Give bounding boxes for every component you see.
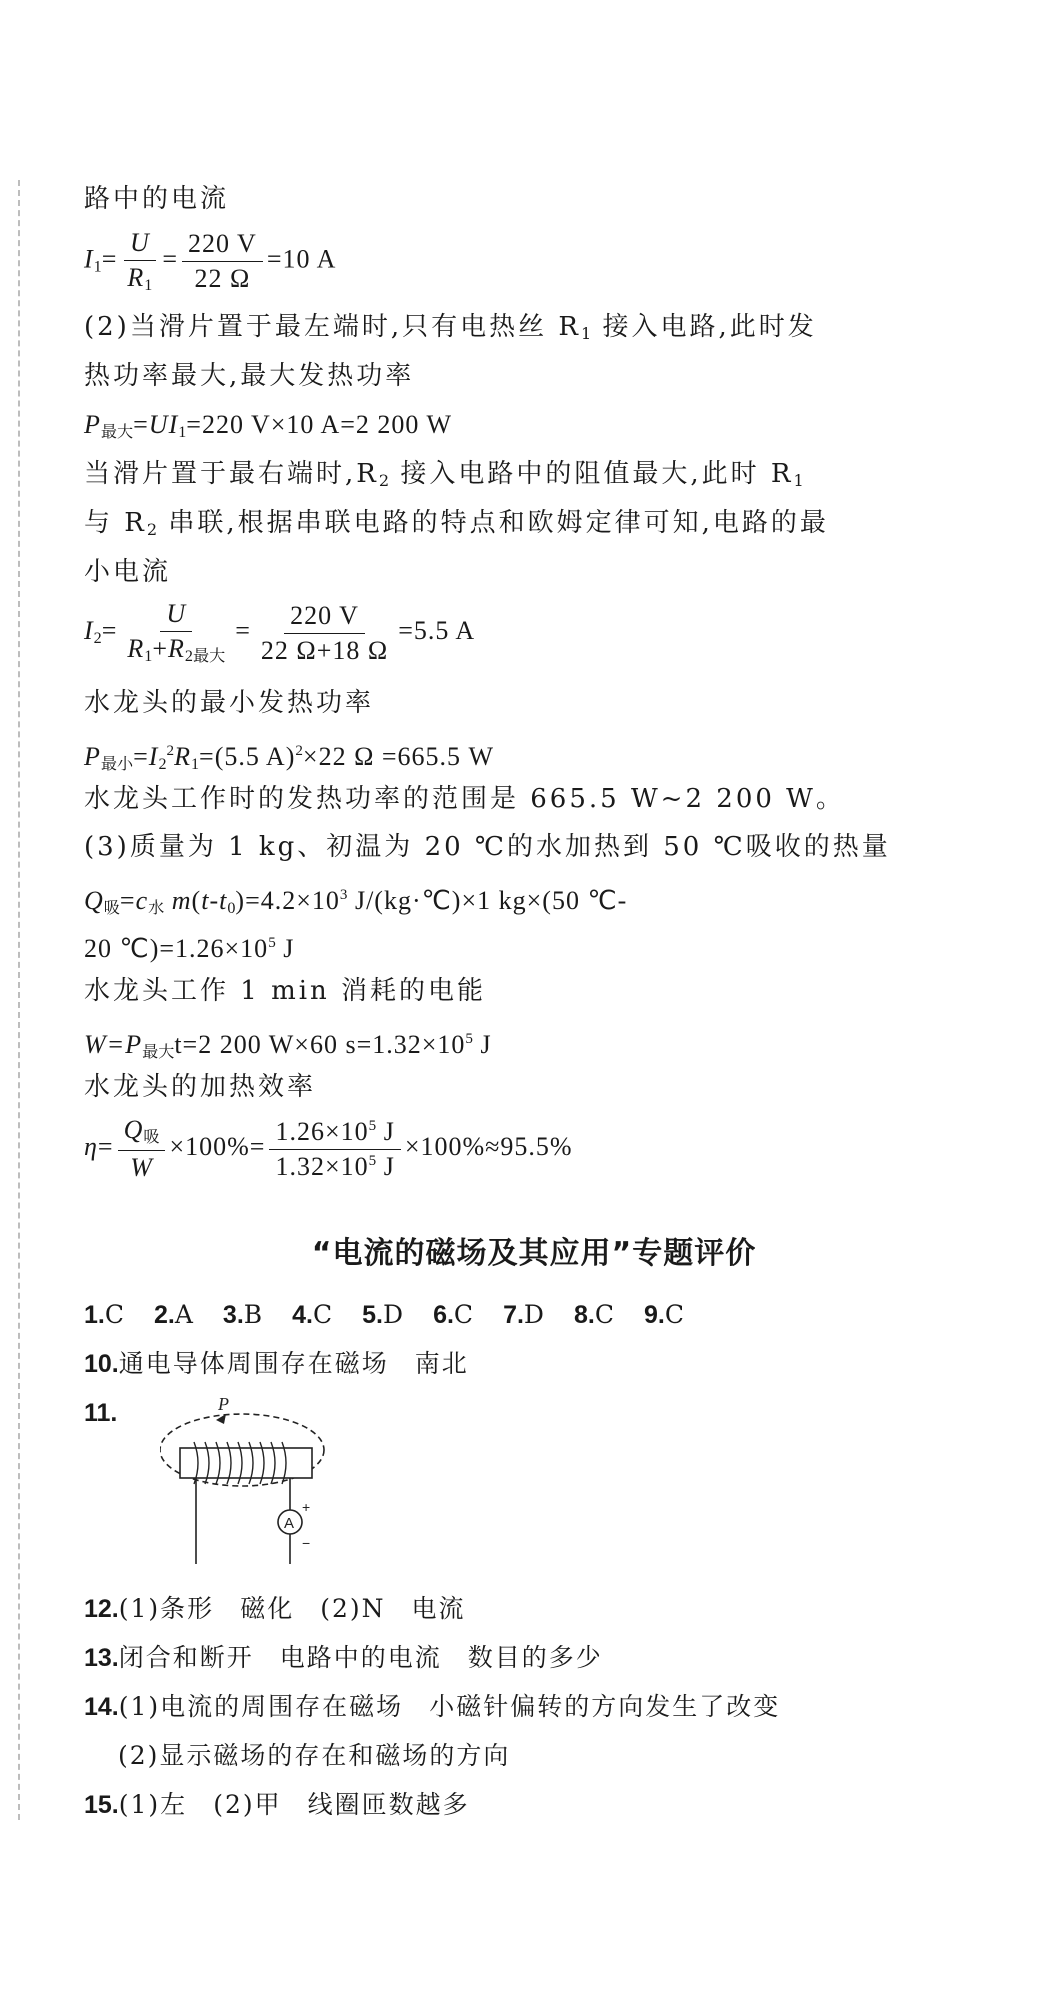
solution-line: 小电流	[84, 557, 172, 587]
answer-number: 9.	[643, 1301, 665, 1329]
solution-line: 当滑片置于最右端时$,R_2$ 接入电路中的阻值最大,此时 $R_1$	[84, 459, 804, 490]
solution-line: 与 $R_2$ 串联,根据串联电路的特点和欧姆定律可知,电路的最	[84, 508, 829, 539]
answer-choice: C	[594, 1300, 616, 1329]
solution-line: 水龙头工作时的发热功率的范围是 665.5 W~2 200 W。	[84, 784, 845, 814]
answer-choice: C	[104, 1300, 126, 1329]
answer-15: 15.(1)左 (2)甲 线圈匝数越多	[84, 1790, 470, 1819]
answer-number: 6.	[433, 1301, 454, 1329]
answer-choice: D	[523, 1300, 546, 1329]
answer-number: 5.	[362, 1301, 384, 1329]
answer-choice: D	[383, 1300, 406, 1329]
answer-14-line-2: (2)显示磁场的存在和磁场的方向	[118, 1741, 511, 1770]
equation-min-power: $P_{最小}=I_2^2R_1=(5.5$ A)$^2$×22 Ω =665.5 W	[84, 742, 495, 773]
solution-line: 路中的电流	[84, 184, 230, 214]
answer-number: 8.	[573, 1301, 595, 1329]
margin-dashed-rule	[18, 180, 20, 1820]
equation-max-power: $P_{最大}=UI_1=220$ V×10 A=2 200 W	[84, 410, 453, 441]
solution-line: 水龙头工作 1 min 消耗的电能	[84, 976, 487, 1006]
answer-choice: C	[664, 1300, 686, 1329]
solution-line: (2)当滑片置于最左端时,只有电热丝 $R_1$ 接入电路,此时发	[84, 312, 817, 343]
answer-number: 2.	[154, 1301, 175, 1329]
answer-11: 11.	[84, 1399, 118, 1427]
answer-number: 1.	[84, 1301, 105, 1329]
answer-choice: C	[313, 1300, 335, 1329]
iron-core	[180, 1448, 312, 1478]
answer-12: 12.(1)条形 磁化 (2)N 电流	[84, 1594, 466, 1623]
answer-row-1-9	[84, 1298, 686, 1332]
ammeter-plus-label: +	[302, 1499, 311, 1515]
ammeter-minus-label: −	[302, 1535, 311, 1551]
answer-choice: C	[453, 1300, 476, 1329]
answer-number: 4.	[292, 1301, 314, 1329]
equation-current-i1: $I_1=$ $\frac{U}{R_1}$ = $\frac{220 V}{22 \Omega}$ =10 A	[84, 228, 337, 294]
compass-p-label: P	[218, 1394, 229, 1414]
section-title: “电流的磁场及其应用”专题评价	[311, 1236, 757, 1271]
solution-line: 水龙头的加热效率	[84, 1072, 317, 1102]
equation-heat-absorbed: $Q_吸=c_水$ $m(t-t_0)=4.2\times 10^3$ J/(kg·℃)×1 kg×(50 ℃-	[84, 886, 628, 917]
equation-current-i2: $I_2=$ $\frac{U}{R_1+R_{2最大}}$ = $\frac{220 V}{22 \Omega+18 \Omega}$ =5.5 A	[84, 599, 476, 666]
answer-13: 13.闭合和断开 电路中的电流 数目的多少	[84, 1643, 603, 1672]
answer-choice: B	[243, 1300, 265, 1329]
solution-line: (3)质量为 1 kg、初温为 20 ℃的水加热到 50 ℃吸收的热量	[84, 832, 891, 862]
answer-choice: A	[174, 1300, 195, 1329]
equation-heat-result: 20 $℃)=1.26\times 10^5$ J	[84, 934, 295, 963]
solenoid-circuit-figure	[160, 1392, 360, 1572]
answer-number: 3.	[222, 1301, 244, 1329]
solution-line: 热功率最大,最大发热功率	[84, 361, 415, 391]
ammeter-label: A	[284, 1515, 295, 1532]
equation-electric-energy: $W=P_{最大}t=2$ 200 W×60 $s=1.32\times 10^5$ J	[84, 1030, 492, 1061]
answer-10: 10.通电导体周围存在磁场 南北	[84, 1349, 469, 1378]
answer-number: 7.	[503, 1301, 524, 1329]
solution-line: 水龙头的最小发热功率	[84, 688, 375, 718]
equation-efficiency: η= $\frac{Q_吸}{W}$ ×100%= $\frac{1.26\times 10^5 J}{1.32\times 10^5 J}$ ×100%≈95.5%	[84, 1115, 573, 1182]
answer-14: 14.(1)电流的周围存在磁场 小磁针偏转的方向发生了改变	[84, 1692, 781, 1721]
